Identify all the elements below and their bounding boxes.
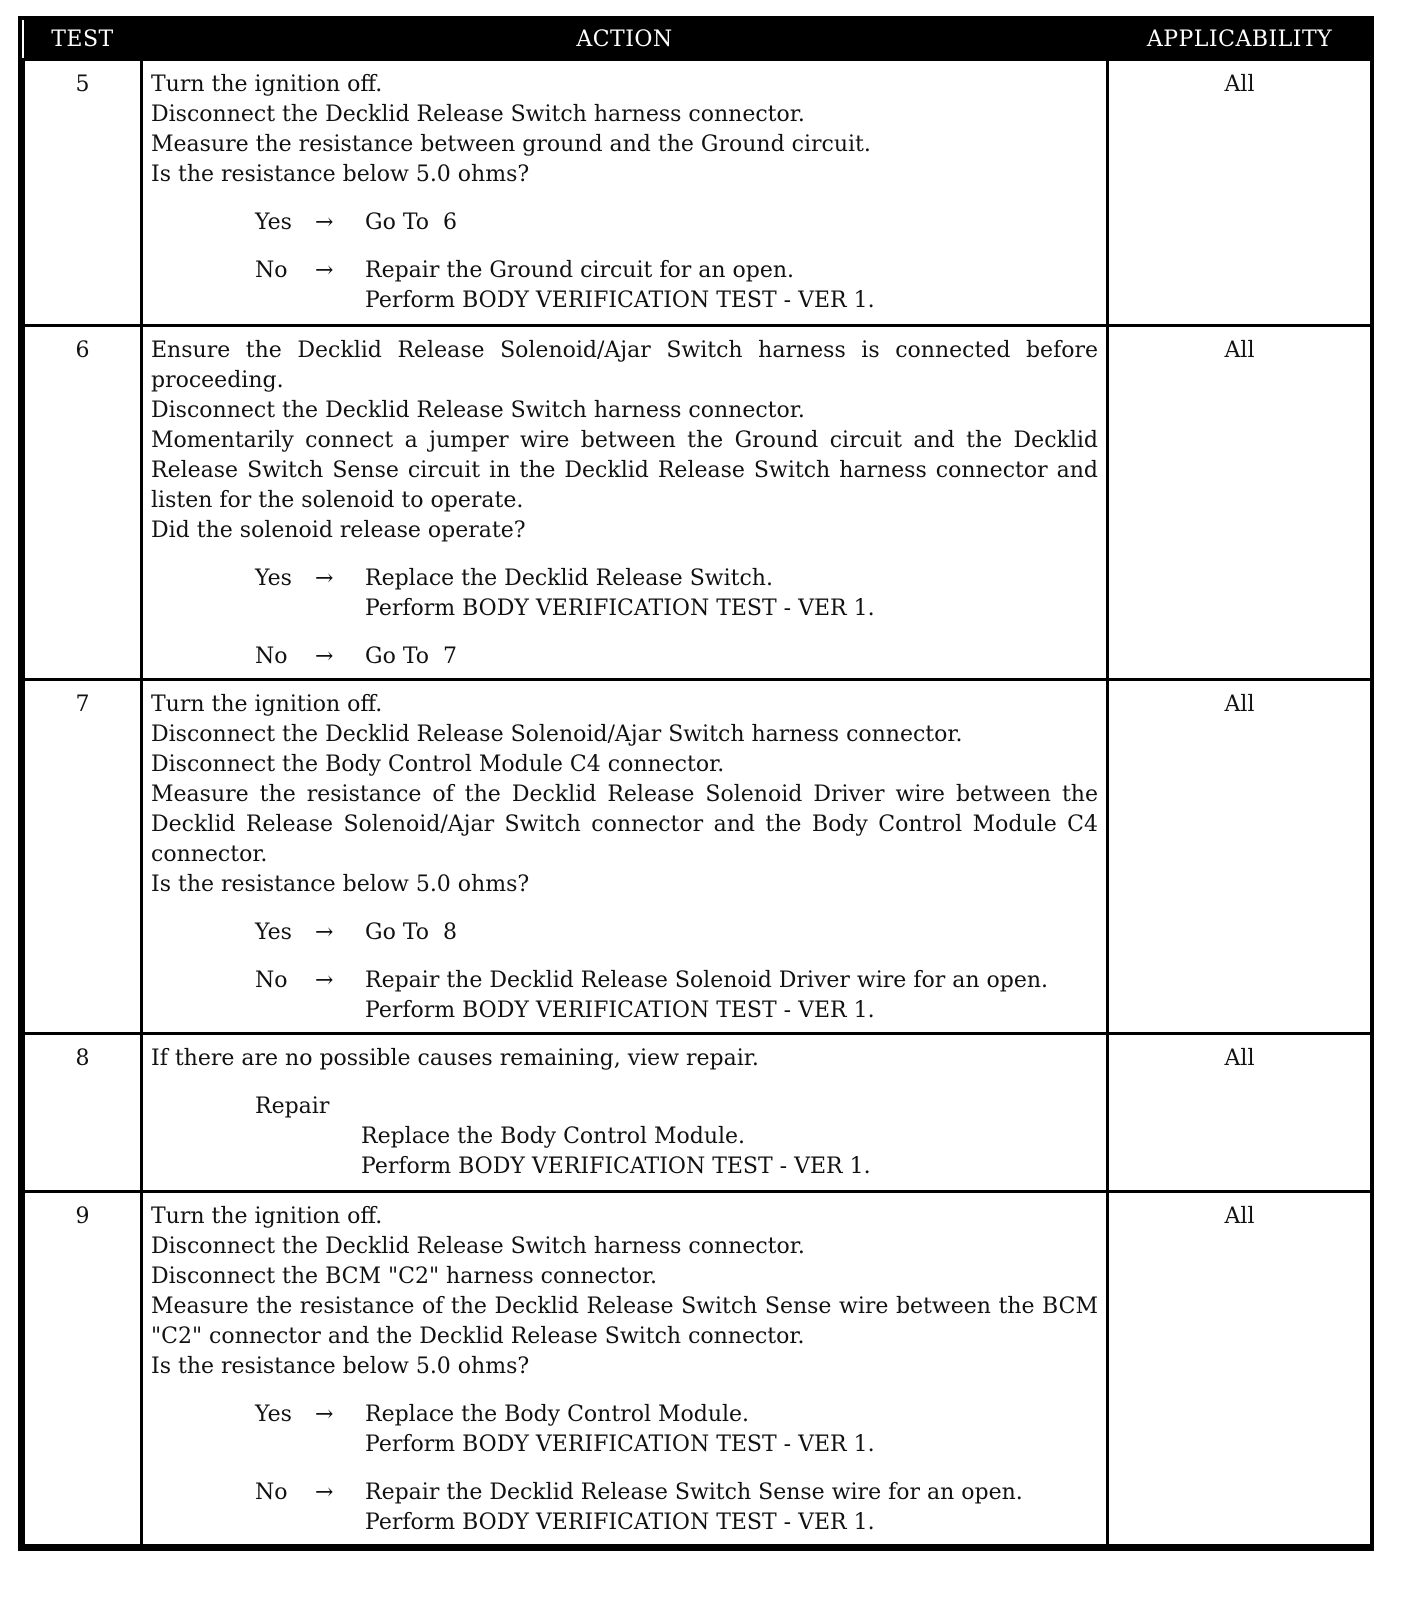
- applicability-value: All: [1108, 1034, 1372, 1192]
- action-step: Momentarily connect a jumper wire between the Ground circuit and the Decklid Release Switch Sense circuit in the Decklid Release Switch harness connector and listen for the solenoid to operate.: [151, 428, 1098, 513]
- yes-result: [365, 1400, 1098, 1460]
- action-step: Ensure the Decklid Release Solenoid/Ajar Switch harness is connected before proceeding.: [151, 338, 1098, 393]
- result-line: Perform BODY VERIFICATION TEST - VER 1.: [365, 596, 875, 621]
- yes-branch: [255, 564, 1098, 624]
- repair-block: [255, 1092, 1098, 1182]
- action-step: Disconnect the BCM "C2" harness connector.: [151, 1264, 658, 1289]
- test-number: 5: [24, 60, 142, 326]
- action-cell: [142, 60, 1108, 326]
- header-applicability: APPLICABILITY: [1108, 20, 1372, 60]
- action-step: Disconnect the Decklid Release Solenoid/Ajar Switch harness connector.: [151, 722, 963, 747]
- result-line: Go To 7: [365, 644, 458, 669]
- table-header-row: [24, 20, 1372, 60]
- right-arrow-icon: →: [315, 968, 334, 993]
- result-line: Replace the Decklid Release Switch.: [365, 566, 773, 591]
- table-row-test-9: [24, 1192, 1372, 1546]
- right-arrow-icon: →: [315, 1402, 334, 1427]
- no-branch: [255, 256, 1098, 316]
- action-cell: [142, 326, 1108, 680]
- test-number: 6: [24, 326, 142, 680]
- result-line: Replace the Body Control Module.: [365, 1402, 750, 1427]
- action-step: Turn the ignition off.: [151, 72, 383, 97]
- action-cell: [142, 1034, 1108, 1192]
- no-label: No: [255, 644, 288, 669]
- action-step: Disconnect the Body Control Module C4 connector.: [151, 752, 725, 777]
- right-arrow-icon: →: [315, 1480, 334, 1505]
- header-test: TEST: [24, 20, 142, 60]
- no-branch: [255, 966, 1098, 1026]
- result-line: Go To 6: [365, 210, 458, 235]
- right-arrow-icon: →: [315, 644, 334, 669]
- right-arrow-icon: →: [315, 566, 334, 591]
- action-step: Measure the resistance of the Decklid Release Switch Sense wire between the BCM "C2" connector and the Decklid Release Switch connector.: [151, 1294, 1098, 1349]
- no-branch: [255, 1478, 1098, 1538]
- applicability-value: All: [1108, 60, 1372, 326]
- yes-result: [365, 918, 1098, 948]
- table-row-test-7: [24, 680, 1372, 1034]
- no-result: [365, 642, 1098, 672]
- action-question: Did the solenoid release operate?: [151, 518, 526, 543]
- result-line: Perform BODY VERIFICATION TEST - VER 1.: [361, 1154, 871, 1179]
- action-step: Turn the ignition off.: [151, 1204, 383, 1229]
- diagnostic-test-table: [18, 16, 1374, 1551]
- table-row-test-6: [24, 326, 1372, 680]
- repair-result: [361, 1122, 1098, 1182]
- result-line: Perform BODY VERIFICATION TEST - VER 1.: [365, 1432, 875, 1457]
- no-label: No: [255, 968, 288, 993]
- action-question: Is the resistance below 5.0 ohms?: [151, 1354, 530, 1379]
- test-table: [22, 20, 1373, 1547]
- result-line: Perform BODY VERIFICATION TEST - VER 1.: [365, 1510, 875, 1535]
- action-step: Turn the ignition off.: [151, 692, 383, 717]
- result-line: Go To 8: [365, 920, 458, 945]
- action-step: Disconnect the Decklid Release Switch harness connector.: [151, 398, 805, 423]
- test-number: 7: [24, 680, 142, 1034]
- no-result: [365, 1478, 1098, 1538]
- result-line: Repair the Decklid Release Solenoid Driver wire for an open.: [365, 968, 1048, 993]
- yes-branch: [255, 918, 1098, 948]
- yes-label: Yes: [255, 920, 292, 945]
- action-step: Measure the resistance of the Decklid Release Solenoid Driver wire between the Decklid Release Solenoid/Ajar Switch connector and the Body Control Module C4 connector.: [151, 782, 1098, 867]
- repair-label: Repair: [255, 1094, 330, 1119]
- test-number: 9: [24, 1192, 142, 1546]
- table-row-test-8: [24, 1034, 1372, 1192]
- action-step: If there are no possible causes remaining, view repair.: [151, 1046, 759, 1071]
- yes-result: [365, 208, 1098, 238]
- action-cell: [142, 1192, 1108, 1546]
- table-row-test-5: [24, 60, 1372, 326]
- right-arrow-icon: →: [315, 920, 334, 945]
- applicability-value: All: [1108, 326, 1372, 680]
- applicability-value: All: [1108, 1192, 1372, 1546]
- no-result: [365, 966, 1098, 1026]
- header-action: ACTION: [142, 20, 1108, 60]
- test-number: 8: [24, 1034, 142, 1192]
- yes-label: Yes: [255, 566, 292, 591]
- result-line: Replace the Body Control Module.: [361, 1124, 746, 1149]
- action-step: Disconnect the Decklid Release Switch harness connector.: [151, 1234, 805, 1259]
- result-line: Repair the Ground circuit for an open.: [365, 258, 795, 283]
- action-cell: [142, 680, 1108, 1034]
- yes-branch: [255, 1400, 1098, 1460]
- action-question: Is the resistance below 5.0 ohms?: [151, 872, 530, 897]
- no-label: No: [255, 258, 288, 283]
- yes-result: [365, 564, 1098, 624]
- yes-label: Yes: [255, 210, 292, 235]
- yes-branch: [255, 208, 1098, 238]
- result-line: Repair the Decklid Release Switch Sense wire for an open.: [365, 1480, 1023, 1505]
- no-result: [365, 256, 1098, 316]
- action-question: Is the resistance below 5.0 ohms?: [151, 162, 530, 187]
- yes-label: Yes: [255, 1402, 292, 1427]
- action-step: Disconnect the Decklid Release Switch harness connector.: [151, 102, 805, 127]
- result-line: Perform BODY VERIFICATION TEST - VER 1.: [365, 288, 875, 313]
- result-line: Perform BODY VERIFICATION TEST - VER 1.: [365, 998, 875, 1023]
- right-arrow-icon: →: [315, 258, 334, 283]
- applicability-value: All: [1108, 680, 1372, 1034]
- action-step: Measure the resistance between ground and the Ground circuit.: [151, 132, 871, 157]
- no-label: No: [255, 1480, 288, 1505]
- right-arrow-icon: →: [315, 210, 334, 235]
- no-branch: [255, 642, 1098, 672]
